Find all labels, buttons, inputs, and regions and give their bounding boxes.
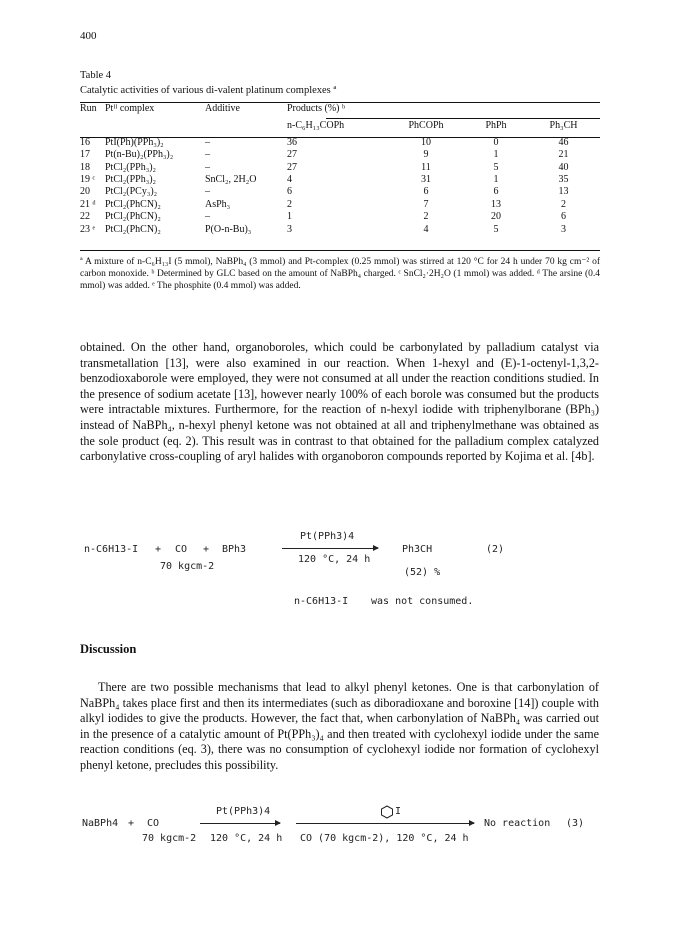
run-cell: 22 <box>80 211 90 223</box>
value-cell: 1 <box>287 211 292 223</box>
value-cell: 2 <box>423 211 429 223</box>
eq3-second-arrow <box>296 823 474 824</box>
cyclohexyl-ring-icon <box>380 805 394 819</box>
additive-cell: SnCl₂, 2H₂O <box>205 174 257 186</box>
value-cell: 21 <box>558 149 569 161</box>
eq2-reaction-arrow <box>282 548 378 549</box>
run-cell: 20 <box>80 186 90 198</box>
section-heading-discussion: Discussion <box>80 642 137 656</box>
table-row <box>80 211 600 223</box>
table-row <box>80 149 600 161</box>
table-title: Table 4 <box>80 70 112 81</box>
header-run: Run <box>80 103 97 114</box>
table-caption-block <box>80 68 336 98</box>
additive-cell: – <box>205 136 210 148</box>
value-cell: 10 <box>421 136 431 148</box>
complex-cell: PtCl₂(PPh₃)₂ <box>105 161 157 173</box>
complex-cell: PtI(Ph)(PPh₃)₂ <box>105 136 164 148</box>
run-cell: 19 ᶜ <box>80 174 96 186</box>
table-row <box>80 199 600 211</box>
value-cell: 11 <box>421 161 431 173</box>
eq2-yield: (52) % <box>404 567 441 578</box>
run-cell: 23 ᵉ <box>80 223 96 235</box>
value-cell: 2 <box>287 198 292 210</box>
value-cell: 6 <box>493 186 499 198</box>
eq2-hexyl-iodide: n-C6H13-I <box>84 544 139 555</box>
run-cell: 16 <box>80 136 90 148</box>
value-cell: 13 <box>558 186 569 198</box>
value-cell: 6 <box>287 186 292 198</box>
value-cell: 36 <box>287 136 297 148</box>
eq2-triphenylborane: BPh3 <box>222 544 247 555</box>
header-hexyl-phenyl-ketone: n-C₆H₁₃COPh <box>287 120 345 132</box>
value-cell: 27 <box>287 161 297 173</box>
eq3-pressure: 70 kgcm-2 <box>142 833 197 844</box>
table-row <box>80 224 600 236</box>
value-cell: 40 <box>558 161 569 173</box>
value-cell: 27 <box>287 149 297 161</box>
eq2-number: (2) <box>486 544 505 555</box>
run-cell: 21 ᵈ <box>80 198 96 210</box>
value-cell: 6 <box>423 186 429 198</box>
table-header-row <box>80 103 600 115</box>
table-row <box>80 137 600 149</box>
complex-cell: PtCl₂(PPh₃)₂ <box>105 174 157 186</box>
header-benzophenone: PhCOPh <box>408 120 444 132</box>
additive-cell: – <box>205 161 210 173</box>
complex-cell: PtCl₂(PhCN)₂ <box>105 198 161 210</box>
body-paragraph-2: There are two possible mechanisms that lead to alkyl phenyl ketones. One is that carbonylation of NaBPh₄ takes place first and then its intermediates (such as diboradioxane and boroxine [14]) couple with alkyl iodides to give the products. However, the fact that, when carbonylation of NaBPh₄ was carried out in the presence of a catalytic amount of Pt(PPh₃)₄ and then treated with cyclohexyl iodide under the same reaction conditions (eq. 3), there was no consumption of cyclohexyl iodide nor formation of cyclohexyl phenyl ketone, precludes this possibility. <box>80 680 599 772</box>
value-cell: 35 <box>558 174 569 186</box>
value-cell: 4 <box>287 174 292 186</box>
page-number: 400 <box>80 30 97 42</box>
eq3-plus: + <box>128 818 135 829</box>
complex-cell: PtCl₂(PCy₃)₂ <box>105 186 158 198</box>
table-row <box>80 186 600 198</box>
eq2-plus-2: + <box>203 544 210 555</box>
value-cell: 5 <box>493 161 499 173</box>
eq2-conditions: 120 °C, 24 h <box>298 554 371 565</box>
eq3-number: (3) <box>566 818 585 829</box>
additive-cell: – <box>205 211 210 223</box>
value-cell: 1 <box>493 149 499 161</box>
eq3-iodide-label: I <box>395 806 402 817</box>
value-cell: 4 <box>423 223 429 235</box>
eq3-carbon-monoxide: CO <box>147 818 160 829</box>
catalytic-activity-table <box>80 103 600 236</box>
additive-cell: P(O-n-Bu)₃ <box>205 223 252 235</box>
run-cell: 18 <box>80 161 90 173</box>
table-caption: Catalytic activities of various di-valent platinum complexes ª <box>80 85 337 96</box>
additive-cell: – <box>205 149 210 161</box>
run-cell: 17 <box>80 149 90 161</box>
table-footnote: ª A mixture of n-C₆H₁₃I (5 mmol), NaBPh₄ (3 mmol) and Pt-complex (0.25 mmol) was stirred at 120 °C for 24 h under 70 kg cm⁻² of carbon monoxide. ᵇ Determined by GLC based on the amount of NaBPh₄ charged. ᶜ SnCl₂·2H₂O (1 mmol) was added. ᵈ The arsine (0.4 mmol) was added. ᵉ The phosphite (0.4 mmol) was added. <box>80 257 600 291</box>
complex-cell: PtCl₂(PhCN)₂ <box>105 211 161 223</box>
eq2-catalyst: Pt(PPh3)4 <box>300 531 355 542</box>
additive-cell: – <box>205 186 210 198</box>
table-bottom-rule <box>80 250 600 251</box>
value-cell: 7 <box>423 198 429 210</box>
table-row <box>80 162 600 174</box>
body-paragraph-1: obtained. On the other hand, organoboroles, which could be carbonylated by palladium catalyst via transmetallation [13], were also examined in our reaction. When 1-hexyl and (E)-1-octenyl-1,3,2-benzodioxaborole were employed, they were not consumed at all under the reaction conditions studied. In the presence of sodium acetate [13], however nearly 100% of each borole was consumed but the products were intractable mixtures. Furthermore, for the reaction of n-hexyl iodide with triphenylborane (BPh₃) instead of NaBPh₄, n-hexyl phenyl ketone was not obtained at all and triphenylmethane was obtained as the sole product (eq. 2). This result was in contrast to that obtained for the palladium complex catalyzed carbonylative cross-coupling of aryl halides with organoboron compounds reported by Kojima et al. [4b]. <box>80 340 599 464</box>
value-cell: 9 <box>423 149 429 161</box>
eq3-conditions-2: CO (70 kgcm-2), 120 °C, 24 h <box>300 833 469 844</box>
header-products: Products (%) ᵇ <box>287 103 346 114</box>
eq2-note-text: was not consumed. <box>371 596 474 607</box>
header-additive: Additive <box>205 103 240 114</box>
eq3-sodium-tetraphenylborate: NaBPh4 <box>82 818 119 829</box>
eq2-pressure: 70 kgcm-2 <box>160 561 215 572</box>
value-cell: 2 <box>561 198 566 210</box>
value-cell: 46 <box>558 136 569 148</box>
header-complex: Ptᴵᴵ complex <box>105 103 155 114</box>
value-cell: 13 <box>491 198 501 210</box>
value-cell: 3 <box>287 223 292 235</box>
table-subheader-row <box>80 120 600 132</box>
value-cell: 1 <box>493 174 499 186</box>
value-cell: 5 <box>493 223 499 235</box>
eq3-result: No reaction <box>484 818 551 829</box>
value-cell: 6 <box>561 211 566 223</box>
eq3-catalyst: Pt(PPh3)4 <box>216 806 271 817</box>
header-triphenylmethane: Ph₃CH <box>549 120 578 132</box>
header-biphenyl: PhPh <box>485 120 507 132</box>
eq2-product: Ph3CH <box>402 544 433 555</box>
eq3-first-arrow <box>200 823 280 824</box>
value-cell: 20 <box>491 211 501 223</box>
additive-cell: AsPh₃ <box>205 198 231 210</box>
eq2-note-subject: n-C6H13-I <box>294 596 349 607</box>
value-cell: 0 <box>493 136 499 148</box>
table-row <box>80 174 600 186</box>
value-cell: 3 <box>561 223 566 235</box>
eq2-carbon-monoxide: CO <box>175 544 188 555</box>
eq3-conditions-1: 120 °C, 24 h <box>210 833 283 844</box>
eq2-plus-1: + <box>155 544 162 555</box>
complex-cell: Pt(n-Bu)₂(PPh₃)₂ <box>105 149 174 161</box>
value-cell: 31 <box>421 174 431 186</box>
complex-cell: PtCl₂(PhCN)₂ <box>105 223 161 235</box>
